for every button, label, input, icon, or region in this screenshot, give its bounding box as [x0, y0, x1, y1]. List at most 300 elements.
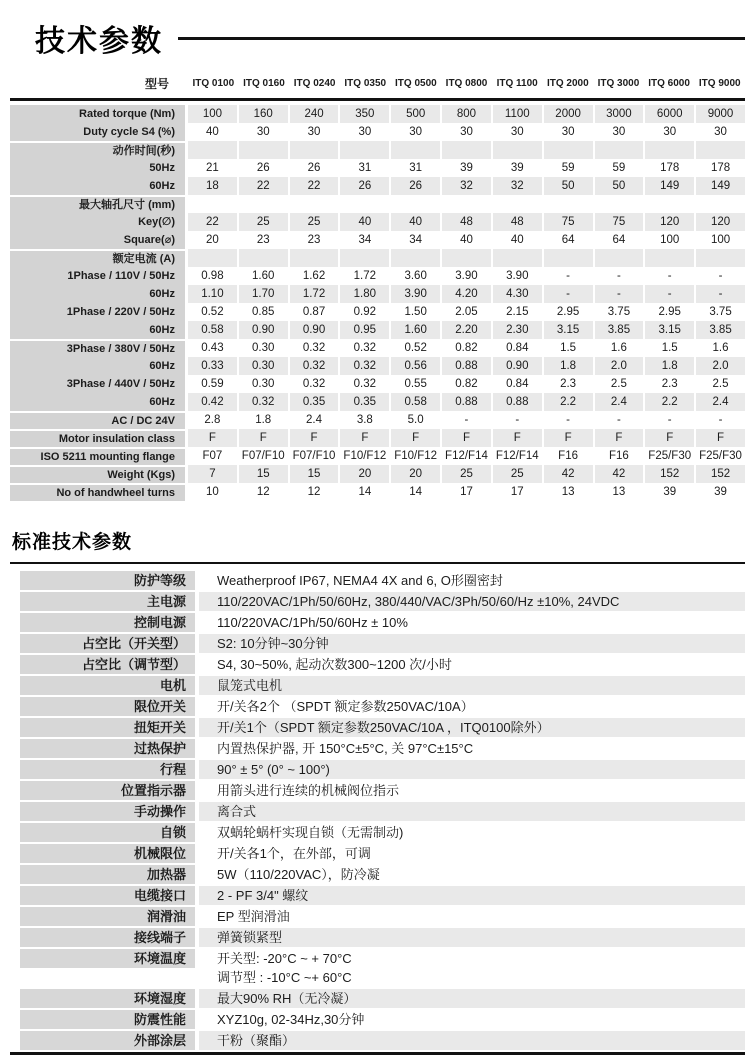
standard-spec-row [20, 989, 745, 1008]
spec-cell: 0.33 [188, 357, 237, 375]
spec-row-label: 50Hz [10, 159, 185, 177]
spec-cell: 25 [237, 213, 288, 231]
spec-cell: F [288, 429, 339, 447]
standard-spec-label: 防护等级 [20, 571, 195, 590]
spec-cell: 32 [491, 177, 542, 195]
spec-cell [491, 195, 542, 213]
standard-spec-value [199, 907, 745, 926]
model-header-cell: ITQ 3000 [597, 77, 640, 89]
spec-cell: F [188, 429, 237, 447]
spec-cell [338, 141, 389, 159]
spec-row-label: 额定电流 (A) [10, 249, 185, 267]
spec-cell: - [694, 267, 745, 285]
page-title: 技术参数 [35, 25, 163, 58]
spec-row [10, 321, 745, 339]
spec-cell: 59 [593, 159, 644, 177]
spec-cell [542, 141, 593, 159]
spec-cell: 0.88 [491, 393, 542, 411]
spec-cell: - [643, 285, 694, 303]
standard-spec-value [199, 949, 745, 987]
model-header-cell: ITQ 0800 [445, 77, 488, 89]
standard-spec-row [20, 1031, 745, 1050]
spec-cell: 20 [188, 231, 237, 249]
model-header-cell: ITQ 9000 [698, 77, 741, 89]
spec-row-cells [188, 393, 745, 411]
standard-spec-value-line: 开/关各1个，在外部，可调 [217, 846, 371, 861]
spec-row [10, 123, 745, 141]
spec-cell [542, 249, 593, 267]
spec-cell: F [542, 429, 593, 447]
standard-spec-label: 过热保护 [20, 739, 195, 758]
spec-cell: 3.15 [643, 321, 694, 339]
spec-cell: 0.52 [188, 303, 237, 321]
section1-header [10, 16, 745, 60]
spec-cell: 0.32 [288, 339, 339, 357]
standard-spec-row [20, 949, 745, 987]
spec-cell [338, 249, 389, 267]
spec-cell: 1.60 [389, 321, 440, 339]
spec-cell: 0.32 [288, 375, 339, 393]
spec-row-cells [188, 429, 745, 447]
spec-cell: 149 [643, 177, 694, 195]
spec-cell: 1.72 [338, 267, 389, 285]
standard-spec-value [199, 697, 745, 716]
spec-cell: 0.32 [237, 393, 288, 411]
standard-spec-value-line: 5W（110/220VAC），防冷凝 [217, 867, 380, 882]
spec-cell: 1.50 [389, 303, 440, 321]
spec-cell [593, 195, 644, 213]
spec-cell: F [643, 429, 694, 447]
standard-spec-value-line: S4, 30~50%, 起动次数300~1200 次/小时 [217, 657, 452, 672]
spec-cell: 2.4 [593, 393, 644, 411]
standard-spec-value-line: 离合式 [217, 804, 257, 819]
spec-cell: 40 [389, 213, 440, 231]
spec-cell: 1.8 [643, 357, 694, 375]
spec-cell: 39 [440, 159, 491, 177]
spec-cell: 2.0 [694, 357, 745, 375]
spec-cell: 30 [237, 123, 288, 141]
standard-spec-value-line: 用箭头进行连续的机械阀位指示 [217, 783, 400, 798]
spec-cell: 20 [389, 465, 440, 483]
spec-cell: 64 [593, 231, 644, 249]
spec-cell: 5.0 [389, 411, 440, 429]
spec-cell: 48 [440, 213, 491, 231]
standard-spec-label: 电缆接口 [20, 886, 195, 905]
standard-spec-label: 防震性能 [20, 1010, 195, 1029]
standard-spec-label: 接线端子 [20, 928, 195, 947]
spec-cell: 17 [440, 483, 491, 501]
spec-cell: 149 [694, 177, 745, 195]
spec-row-cells [188, 195, 745, 213]
spec-row-cells [188, 321, 745, 339]
spec-cell [694, 249, 745, 267]
spec-cell: 2.3 [643, 375, 694, 393]
spec-cell: 2.5 [694, 375, 745, 393]
spec-cell: 2.5 [593, 375, 644, 393]
spec-cell: 152 [694, 465, 745, 483]
spec-cell: - [542, 285, 593, 303]
model-header-columns [188, 78, 745, 89]
model-header-cell: ITQ 0500 [395, 77, 437, 89]
standard-spec-value-line: 双蜗轮蜗杆实现自锁（无需制动) [217, 825, 404, 840]
standard-spec-label: 外部涂层 [20, 1031, 195, 1050]
standard-spec-value-line: EP 型润滑油 [217, 909, 290, 924]
spec-cell: F [389, 429, 440, 447]
spec-cell: 0.32 [288, 357, 339, 375]
spec-cell: 22 [288, 177, 339, 195]
standard-spec-value-line: 开/关各2个 （SPDT 额定参数250VAC/10A） [217, 699, 474, 714]
standard-spec-label: 环境湿度 [20, 989, 195, 1008]
spec-cell: 31 [338, 159, 389, 177]
spec-cell: 13 [593, 483, 644, 501]
spec-row-label: 60Hz [10, 393, 185, 411]
spec-row [10, 303, 745, 321]
spec-cell: 1.8 [237, 411, 288, 429]
standard-spec-value [199, 844, 745, 863]
spec-cell: 2.2 [542, 393, 593, 411]
standard-spec-value-line: S2: 10分钟~30分钟 [217, 636, 329, 651]
spec-cell: 39 [491, 159, 542, 177]
spec-cell: 15 [237, 465, 288, 483]
spec-cell: 40 [440, 231, 491, 249]
spec-row-cells [188, 465, 745, 483]
spec-row [10, 339, 745, 357]
model-header-cell: ITQ 1100 [496, 77, 538, 89]
model-header-cell: ITQ 6000 [648, 77, 690, 89]
spec-cell: 0.59 [188, 375, 237, 393]
spec-cell: 0.90 [491, 357, 542, 375]
spec-cell [593, 141, 644, 159]
standard-spec-value [199, 613, 745, 632]
spec-cell: 12 [288, 483, 339, 501]
spec-cell: 13 [542, 483, 593, 501]
spec-cell: 1.60 [237, 267, 288, 285]
spec-cell: 0.43 [188, 339, 237, 357]
standard-spec-row [20, 739, 745, 758]
spec-cell: 1.8 [542, 357, 593, 375]
spec-cell [491, 249, 542, 267]
spec-cell [237, 249, 288, 267]
standard-spec-value-line: 2 - PF 3/4" 螺纹 [217, 888, 309, 903]
spec-cell: 2.05 [440, 303, 491, 321]
spec-cell: 30 [440, 123, 491, 141]
standard-spec-label: 控制电源 [20, 613, 195, 632]
standard-spec-row [20, 844, 745, 863]
spec-cell: 2.0 [593, 357, 644, 375]
standard-spec-value-line: 调节型 : -10°C ~+ 60°C [217, 970, 352, 985]
spec-cell: 15 [288, 465, 339, 483]
model-header-cell: ITQ 2000 [546, 77, 589, 89]
spec-row-label: Rated torque (Nm) [10, 105, 185, 123]
spec-cell [643, 249, 694, 267]
spec-row-cells [188, 159, 745, 177]
model-header-row [10, 73, 745, 93]
spec-row-label: Motor insulation class [10, 429, 185, 447]
spec-cell: 22 [188, 213, 237, 231]
spec-table [10, 105, 745, 501]
spec-cell: 800 [440, 105, 491, 123]
spec-cell: 0.42 [188, 393, 237, 411]
spec-cell: 2.4 [694, 393, 745, 411]
spec-cell: 0.92 [338, 303, 389, 321]
spec-cell: - [643, 267, 694, 285]
spec-cell: - [643, 411, 694, 429]
spec-cell: 2.95 [643, 303, 694, 321]
spec-cell: 100 [694, 231, 745, 249]
title-rule [178, 37, 745, 40]
spec-cell: 75 [542, 213, 593, 231]
spec-cell: - [542, 411, 593, 429]
standard-spec-row [20, 718, 745, 737]
spec-cell: 1.62 [288, 267, 339, 285]
spec-row-cells [188, 267, 745, 285]
spec-cell: F07/F10 [288, 447, 339, 465]
spec-cell [643, 195, 694, 213]
spec-cell: 350 [338, 105, 389, 123]
spec-row [10, 159, 745, 177]
spec-row-label: 3Phase / 380V / 50Hz [10, 339, 185, 357]
spec-row-label: 60Hz [10, 357, 185, 375]
spec-cell: 17 [491, 483, 542, 501]
spec-cell [288, 249, 339, 267]
spec-row-cells [188, 447, 745, 465]
spec-cell: - [593, 285, 644, 303]
spec-cell: 2.30 [491, 321, 542, 339]
spec-cell: 0.90 [288, 321, 339, 339]
spec-cell [338, 195, 389, 213]
spec-cell: 26 [389, 177, 440, 195]
spec-cell: 0.95 [338, 321, 389, 339]
standard-spec-label: 自锁 [20, 823, 195, 842]
spec-cell: 1.72 [288, 285, 339, 303]
spec-row [10, 447, 745, 465]
spec-cell: F [593, 429, 644, 447]
standard-spec-value-line: Weatherproof IP67, NEMA4 4X and 6, O形圈密封 [217, 573, 503, 588]
spec-cell: 0.35 [338, 393, 389, 411]
spec-cell: - [542, 267, 593, 285]
spec-row [10, 357, 745, 375]
spec-cell [288, 141, 339, 159]
spec-cell: F07 [188, 447, 237, 465]
spec-cell: 30 [694, 123, 745, 141]
spec-cell: 2.15 [491, 303, 542, 321]
spec-cell: 30 [491, 123, 542, 141]
standard-spec-value [199, 781, 745, 800]
spec-cell: 30 [389, 123, 440, 141]
spec-cell: 7 [188, 465, 237, 483]
spec-cell: 34 [389, 231, 440, 249]
standard-spec-row [20, 697, 745, 716]
standard-spec-row [20, 634, 745, 653]
standard-spec-label: 润滑油 [20, 907, 195, 926]
spec-row-label: AC / DC 24V [10, 411, 185, 429]
standard-spec-value [199, 718, 745, 737]
section2-title: 标准技术参数 [12, 532, 133, 553]
spec-cell: 30 [542, 123, 593, 141]
spec-cell [440, 141, 491, 159]
spec-cell: 1.5 [542, 339, 593, 357]
spec-row [10, 249, 745, 267]
spec-cell: 40 [188, 123, 237, 141]
spec-cell: - [694, 285, 745, 303]
spec-cell [389, 249, 440, 267]
spec-row-cells [188, 339, 745, 357]
spec-cell [643, 141, 694, 159]
standard-spec-label: 位置指示器 [20, 781, 195, 800]
spec-cell: 14 [389, 483, 440, 501]
spec-cell: 3.90 [389, 285, 440, 303]
spec-cell: 2.8 [188, 411, 237, 429]
spec-cell: 0.88 [440, 357, 491, 375]
spec-cell [694, 195, 745, 213]
model-header-cell: ITQ 0240 [293, 77, 336, 89]
spec-row-cells [188, 105, 745, 123]
standard-spec-label: 加热器 [20, 865, 195, 884]
table-top-rule [10, 98, 745, 101]
standard-spec-value [199, 802, 745, 821]
spec-cell: 64 [542, 231, 593, 249]
standard-spec-value-line: 最大90% RH（无冷凝） [217, 991, 357, 1006]
spec-row-label: 最大轴孔尺寸 (mm) [10, 195, 185, 213]
standard-spec-row [20, 802, 745, 821]
spec-cell: 0.52 [389, 339, 440, 357]
spec-cell: 0.30 [237, 357, 288, 375]
spec-cell: F10/F12 [389, 447, 440, 465]
standard-spec-value-line: 110/220VAC/1Ph/50/60Hz ± 10% [217, 615, 408, 630]
standard-spec-value-line: 开/关1个（SPDT 额定参数250VAC/10A ，ITQ0100除外） [217, 720, 550, 735]
spec-cell: 3.85 [593, 321, 644, 339]
spec-cell: 1.5 [643, 339, 694, 357]
standard-spec-value [199, 865, 745, 884]
spec-cell: 9000 [694, 105, 745, 123]
standard-spec-value [199, 634, 745, 653]
spec-cell: 40 [338, 213, 389, 231]
spec-cell: 21 [188, 159, 237, 177]
spec-cell [188, 141, 237, 159]
spec-cell: 32 [440, 177, 491, 195]
spec-cell: 3.75 [694, 303, 745, 321]
spec-row-cells [188, 483, 745, 501]
standard-spec-row [20, 571, 745, 590]
spec-cell: F25/F30 [643, 447, 694, 465]
spec-cell: 0.90 [237, 321, 288, 339]
spec-cell [491, 141, 542, 159]
spec-cell: 6000 [643, 105, 694, 123]
spec-cell: - [440, 411, 491, 429]
standard-spec-table [20, 571, 745, 1050]
spec-cell [440, 195, 491, 213]
spec-row-cells [188, 123, 745, 141]
spec-cell: 42 [542, 465, 593, 483]
spec-cell: 120 [694, 213, 745, 231]
spec-row-cells [188, 177, 745, 195]
spec-cell: F10/F12 [338, 447, 389, 465]
spec-cell: 1100 [491, 105, 542, 123]
spec-row-cells [188, 231, 745, 249]
spec-cell: 1.10 [188, 285, 237, 303]
spec-row-label: 1Phase / 220V / 50Hz [10, 303, 185, 321]
standard-spec-label: 限位开关 [20, 697, 195, 716]
spec-cell: 48 [491, 213, 542, 231]
spec-row [10, 393, 745, 411]
spec-cell [593, 249, 644, 267]
spec-cell: 0.55 [389, 375, 440, 393]
spec-cell [288, 195, 339, 213]
spec-cell: 160 [237, 105, 288, 123]
spec-cell: 0.87 [288, 303, 339, 321]
spec-cell: - [593, 411, 644, 429]
spec-cell: 10 [188, 483, 237, 501]
spec-row [10, 375, 745, 393]
spec-row-label: ISO 5211 mounting flange [10, 447, 185, 465]
spec-row-label: Weight (Kgs) [10, 465, 185, 483]
spec-cell: 178 [694, 159, 745, 177]
standard-spec-row [20, 613, 745, 632]
spec-cell: 120 [643, 213, 694, 231]
spec-cell: 20 [338, 465, 389, 483]
standard-spec-value-line: 110/220VAC/1Ph/50/60Hz, 380/440/VAC/3Ph/50/60/Hz ±10%, 24VDC [217, 594, 620, 609]
spec-cell: 59 [542, 159, 593, 177]
spec-row-cells [188, 303, 745, 321]
spec-row [10, 177, 745, 195]
standard-spec-value [199, 989, 745, 1008]
spec-cell: 1.70 [237, 285, 288, 303]
spec-row-label: 1Phase / 110V / 50Hz [10, 267, 185, 285]
spec-cell: 1.6 [694, 339, 745, 357]
spec-cell: F [694, 429, 745, 447]
spec-cell: 1.80 [338, 285, 389, 303]
spec-cell: 0.30 [237, 375, 288, 393]
spec-cell: 0.98 [188, 267, 237, 285]
spec-cell: 40 [491, 231, 542, 249]
spec-cell: 0.82 [440, 375, 491, 393]
spec-cell: 0.84 [491, 339, 542, 357]
spec-cell: 30 [593, 123, 644, 141]
standard-spec-row [20, 865, 745, 884]
spec-cell: F16 [593, 447, 644, 465]
spec-row [10, 213, 745, 231]
spec-cell: 23 [288, 231, 339, 249]
standard-spec-value [199, 739, 745, 758]
spec-cell: 0.58 [188, 321, 237, 339]
spec-row-cells [188, 213, 745, 231]
standard-spec-row [20, 886, 745, 905]
spec-row [10, 429, 745, 447]
spec-cell: 1.6 [593, 339, 644, 357]
spec-row [10, 465, 745, 483]
spec-cell: 25 [440, 465, 491, 483]
spec-cell: 0.32 [338, 357, 389, 375]
standard-spec-row [20, 928, 745, 947]
spec-cell [237, 195, 288, 213]
spec-cell [440, 249, 491, 267]
spec-cell: F07/F10 [237, 447, 288, 465]
standard-spec-label: 手动操作 [20, 802, 195, 821]
spec-cell: 0.32 [338, 339, 389, 357]
standard-spec-label: 占空比（开关型） [20, 634, 195, 653]
standard-spec-value-line: 90° ± 5° (0° ~ 100°) [217, 762, 330, 777]
standard-spec-label: 占空比（调节型） [20, 655, 195, 674]
spec-cell: 0.88 [440, 393, 491, 411]
spec-cell: 0.82 [440, 339, 491, 357]
standard-spec-value [199, 1010, 745, 1029]
spec-cell: 30 [643, 123, 694, 141]
spec-cell: 30 [288, 123, 339, 141]
spec-cell: 31 [389, 159, 440, 177]
spec-cell: F25/F30 [694, 447, 745, 465]
spec-cell: 2000 [542, 105, 593, 123]
standard-spec-value [199, 823, 745, 842]
